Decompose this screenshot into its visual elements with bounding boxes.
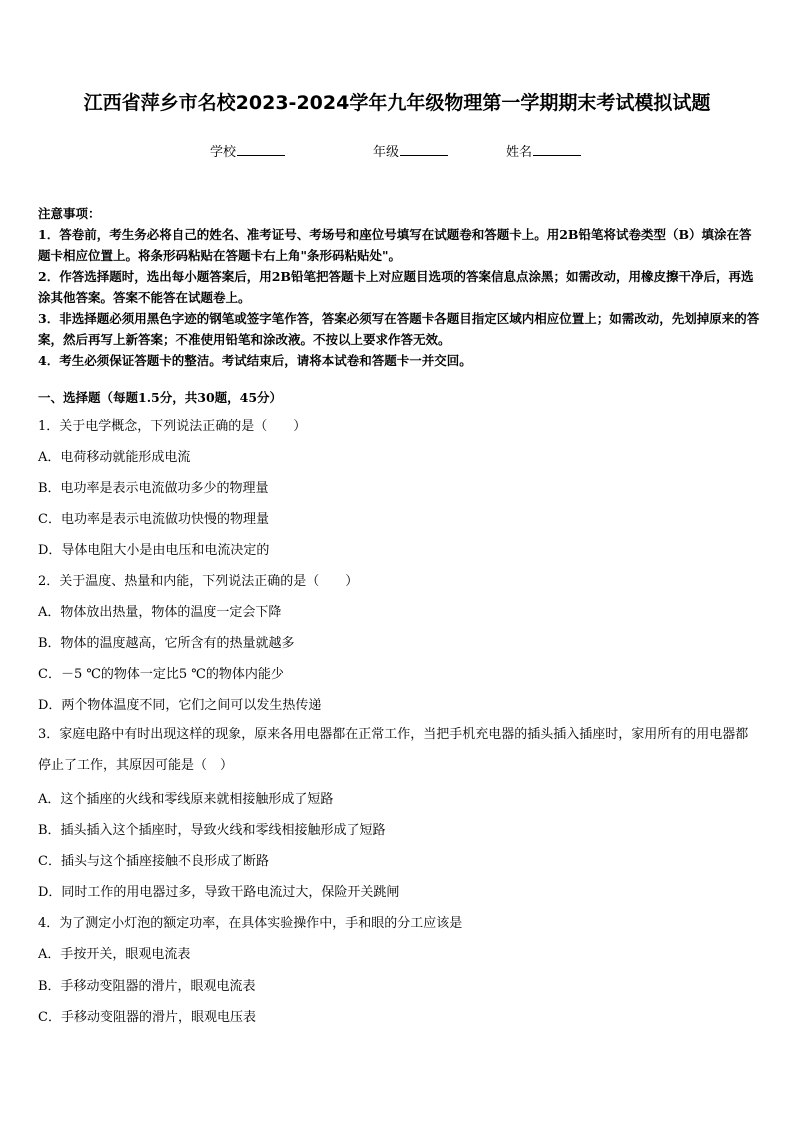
question-option: C．插头与这个插座接触不良形成了断路 — [38, 854, 269, 869]
question-option: D．同时工作的用电器过多，导致干路电流过大，保险开关跳闸 — [38, 885, 400, 900]
school-blank[interactable] — [237, 143, 285, 156]
exam-title: 江西省萍乡市名校2023-2024学年九年级物理第一学期期末考试模拟试题 — [83, 92, 711, 114]
grade-blank[interactable] — [400, 143, 448, 156]
grade-label: 年级 — [373, 145, 400, 160]
name-label: 姓名 — [506, 145, 533, 160]
question-stem: 3．家庭电路中有时出现这样的现象，原来各用电器都在正常工作，当把手机充电器的插头插入插座时，家用所有的用电器都停止了工作，其原因可能是（ ） — [38, 727, 749, 773]
note-item: 3．非选择题必须用黑色字迹的钢笔或签字笔作答，答案必须写在答题卡各题目指定区域内相应位置上；如需改动，先划掉原来的答案，然后再写上新答案；不准使用铅笔和涂改液。不按以上要求作答无效。 — [38, 311, 760, 347]
question-stem: 1．关于电学概念，下列说法正确的是（ ） — [38, 419, 307, 434]
question-option: B．插头插入这个插座时，导致火线和零线相接触形成了短路 — [38, 823, 386, 838]
student-info-row — [0, 141, 794, 161]
note-item: 2．作答选择题时，选出每小题答案后，用2B铅笔把答题卡上对应题目选项的答案信息点涂黑；如需改动，用橡皮擦干净后，再选涂其他答案。答案不能答在试题卷上。 — [38, 269, 754, 305]
question-stem: 2．关于温度、热量和内能，下列说法正确的是（ ） — [38, 574, 359, 589]
question-option: A．电荷移动就能形成电流 — [38, 450, 191, 465]
question-option: A．手按开关，眼观电流表 — [38, 947, 191, 962]
notes-heading: 注意事项： — [38, 206, 101, 221]
question-option: D．导体电阻大小是由电压和电流决定的 — [38, 543, 270, 558]
question-option: C．电功率是表示电流做功快慢的物理量 — [38, 512, 269, 527]
note-item: 1．答卷前，考生务必将自己的姓名、准考证号、考场号和座位号填写在试题卷和答题卡上。用2B铅笔将试卷类型（B）填涂在答题卡相应位置上。将条形码粘贴在答题卡右上角"条形码粘贴处"。 — [38, 227, 752, 263]
exam-notes — [38, 203, 760, 371]
question-option: B．物体的温度越高，它所含有的热量就越多 — [38, 636, 295, 651]
name-blank[interactable] — [533, 143, 581, 156]
question-stem: 4．为了测定小灯泡的额定功率，在具体实验操作中，手和眼的分工应该是 — [38, 916, 463, 931]
question-option: B．手移动变阻器的滑片，眼观电流表 — [38, 979, 256, 994]
question-option: A．物体放出热量，物体的温度一定会下降 — [38, 605, 282, 620]
question-option: C．－5 ℃的物体一定比5 ℃的物体内能少 — [38, 667, 284, 682]
school-field — [210, 141, 285, 160]
section-heading: 一、选择题（每题1.5分，共30题，45分） — [38, 390, 283, 405]
name-field — [506, 141, 581, 160]
school-label: 学校 — [210, 145, 237, 160]
question-option: C．手移动变阻器的滑片，眼观电压表 — [38, 1010, 256, 1025]
grade-field — [373, 141, 448, 160]
note-item: 4．考生必须保证答题卡的整洁。考试结束后，请将本试卷和答题卡一并交回。 — [38, 353, 472, 368]
question-option: D．两个物体温度不同，它们之间可以发生热传递 — [38, 698, 322, 713]
question-option: A．这个插座的火线和零线原来就相接触形成了短路 — [38, 792, 334, 807]
question-option: B．电功率是表示电流做功多少的物理量 — [38, 481, 269, 496]
